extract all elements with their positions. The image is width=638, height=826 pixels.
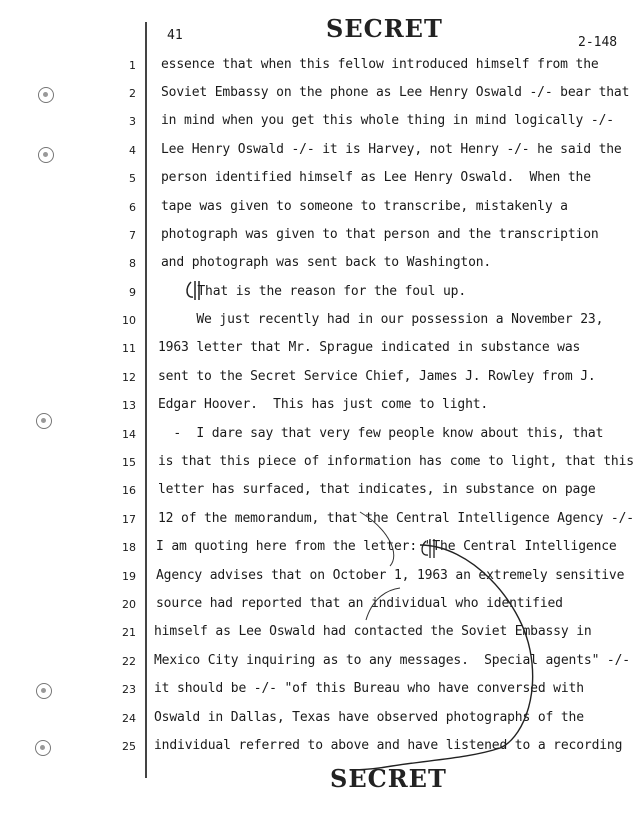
line-number: 13: [122, 399, 136, 412]
transcript-line: 1963 letter that Mr. Sprague indicated in substance was: [158, 340, 581, 355]
secret-stamp-top: SECRET: [326, 14, 443, 43]
line-number: 24: [122, 712, 136, 725]
transcript-line: tape was given to someone to transcribe, mistakenly a: [161, 199, 568, 214]
transcript-line: source had reported that an individual who identified: [156, 596, 563, 611]
transcript-line: photograph was given to that person and the transcription: [161, 227, 599, 242]
transcript-line: essence that when this fellow introduced himself from the: [161, 57, 599, 72]
document-reference: 2-148: [578, 35, 618, 50]
line-number: 16: [122, 484, 136, 497]
line-number: 6: [129, 201, 136, 214]
line-number: 8: [129, 257, 136, 270]
line-number: 15: [122, 456, 136, 469]
stray-pen-strokes: [360, 512, 400, 620]
transcript-line: letter has surfaced, that indicates, in substance on page: [158, 482, 596, 497]
transcript-line: Mexico City inquiring as to any messages. Special agents" -/-: [154, 653, 630, 668]
line-number: 4: [129, 144, 136, 157]
transcript-line: is that this piece of information has come to light, that this: [158, 454, 634, 469]
line-number: 11: [122, 342, 136, 355]
secret-stamp-bottom: SECRET: [330, 764, 447, 793]
transcript-line: person identified himself as Lee Henry Oswald. When the: [161, 170, 591, 185]
paragraph-mark-handwritten: [187, 281, 199, 300]
transcript-line: Lee Henry Oswald -/- it is Harvey, not Henry -/- he said the: [161, 142, 622, 157]
line-number: 23: [122, 683, 136, 696]
line-number: 22: [122, 655, 136, 668]
line-number: 20: [122, 598, 136, 611]
transcript-line: Edgar Hoover. This has just come to light.: [158, 397, 489, 412]
line-number: 10: [122, 314, 136, 327]
transcript-line: himself as Lee Oswald had contacted the Soviet Embassy in: [154, 624, 592, 639]
transcript-line: I am quoting here from the letter: "The Central Intelligence: [156, 539, 617, 554]
line-number: 1: [129, 59, 136, 72]
page-number: 41: [167, 28, 183, 43]
line-number: 2: [129, 87, 136, 100]
line-number: 21: [122, 626, 136, 639]
line-number: 14: [122, 428, 136, 441]
transcript-line: it should be -/- "of this Bureau who have conversed with: [154, 681, 584, 696]
transcript-line: individual referred to above and have listened to a recording: [154, 738, 623, 753]
transcript-line: - I dare say that very few people know about this, that: [158, 426, 604, 441]
transcript-line: Oswald in Dallas, Texas have observed photographs of the: [154, 710, 584, 725]
paragraph-mark-handwritten: [422, 539, 434, 558]
transcript-line: sent to the Secret Service Chief, James J. Rowley from J.: [158, 369, 596, 384]
transcript-line: Agency advises that on October 1, 1963 an extremely sensitive: [156, 568, 625, 583]
line-number: 12: [122, 371, 136, 384]
transcript-line: We just recently had in our possession a November 23,: [158, 312, 604, 327]
line-number: 25: [122, 740, 136, 753]
line-number: 5: [129, 172, 136, 185]
line-number: 19: [122, 570, 136, 583]
transcript-line: in mind when you get this whole thing in mind logically -/-: [161, 113, 614, 128]
line-number: 9: [129, 286, 136, 299]
line-number: 18: [122, 541, 136, 554]
line-number: 17: [122, 513, 136, 526]
transcript-line: Soviet Embassy on the phone as Lee Henry Oswald -/- bear that: [161, 85, 630, 100]
bracket-curve-handwritten: [350, 545, 533, 770]
line-number: 3: [129, 115, 136, 128]
transcript-line: That is the reason for the foul up.: [182, 284, 467, 299]
transcript-line: and photograph was sent back to Washington.: [161, 255, 492, 270]
line-number: 7: [129, 229, 136, 242]
transcript-line: 12 of the memorandum, that the Central Intelligence Agency -/-: [158, 511, 634, 526]
